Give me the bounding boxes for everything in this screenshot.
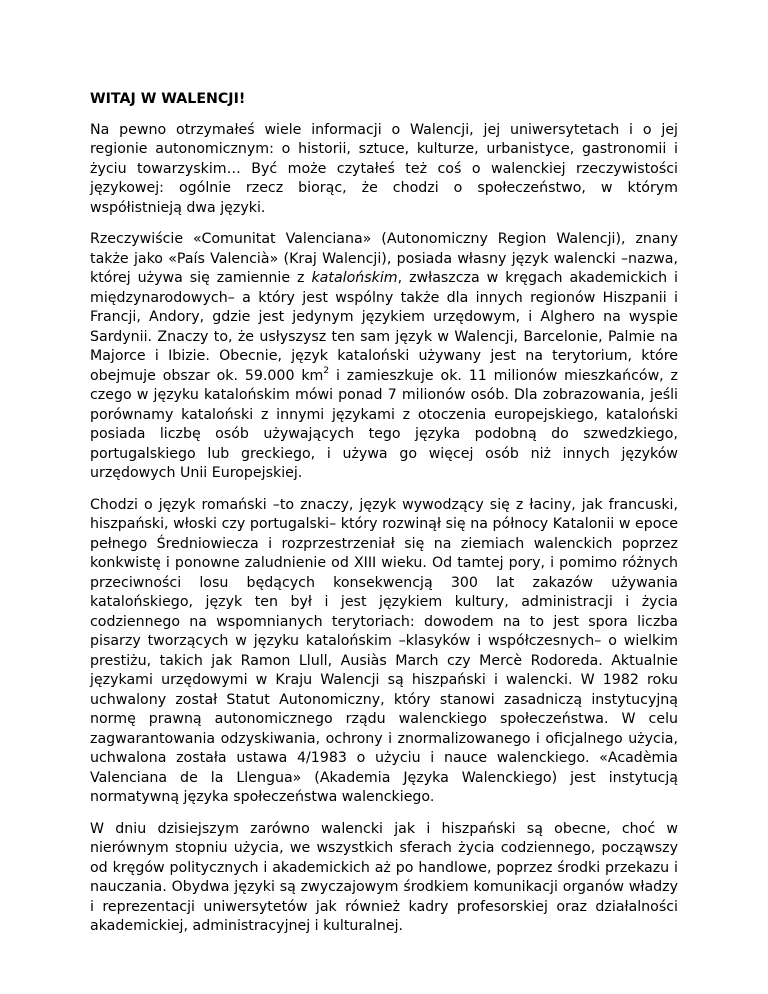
paragraph-current-use: W dniu dzisiejszym zarówno walencki jak i hiszpański są obecne, choć w nierównym stopniu użycia, we wszystkich sferach życia codziennego, począwszy od kręgów politycznych i akademickich aż po handlowe, poprzez środki przekazu i nauczania. Obydwa języki są zwyczajowym środkiem komunikacji organów władzy i reprezentacji uniwersytetów jak również kadry profesorskiej oraz działalności akademickiej, administracyjnej i kulturalnej. <box>90 820 678 934</box>
paragraph-text: i zamieszkuje ok. 11 milionów mieszkańców, z czego w języku katalońskim mówi ponad 7 milionów osób. Dla zobrazowania, jeśli porównamy kataloński z innymi językami z otoczenia europejskiego, kataloński posiada liczbę osób używających tego języka podobną do szwedzkiego, portugalskiego lub greckiego, i używa go więcej osób niż innych języków urzędowych Unii Europejskiej. <box>90 367 678 481</box>
document-body <box>90 90 678 949</box>
paragraph-language-region <box>90 230 678 484</box>
superscript: 2 <box>323 365 330 376</box>
paragraph-intro: Na pewno otrzymałeś wiele informacji o Walencji, jej uniwersytetach i o jej regionie autonomicznym: o historii, sztuce, kulturze, urbanistyce, gastronomii i życiu towarzyskim… Być może czytałeś też coś o walenckiej rzeczywistości językowej: ogólnie rzecz biorąc, że chodzi o społeczeństwo, w którym współistnieją dwa języki. <box>90 121 678 216</box>
paragraph-text: Rzeczywiście «Comunitat Valenciana» (Autonomiczny Region Walencji), znany także jako «País Valencià» (Kraj Walencji), posiada własny język walencki –nazwa, której używa się zamiennie z <box>90 231 678 286</box>
emphasized-term: katalońskim <box>311 270 398 286</box>
paragraph-text: , zwłaszcza w kręgach akademickich i międzynarodowych– a który jest wspólny także dla innych regionów Hiszpanii i Francji, Andory, gdzie jest jedynym językiem urzędowym, i Alghero na wyspie Sardynii. Znaczy to, że usłyszysz ten sam język w Walencji, Barcelonie, Palmie na Majorce i Ibizie. Obecnie, język kataloński używany jest na terytorium, które obejmuje obszar ok. 59.000 km <box>90 270 678 384</box>
paragraph-history: Chodzi o język romański –to znaczy, język wywodzący się z łaciny, jak francuski, hiszpański, włoski czy portugalski– który rozwinął się na północy Katalonii w epoce pełnego Średniowiecza i rozprzestrzeniał się na ziemiach walenckich poprzez konkwistę i ponowne zaludnienie od XIII wieku. Od tamtej pory, i pomimo różnych przeciwności losu będących konsekwencją 300 lat zakazów używania katalońskiego, język ten był i jest językiem kultury, administracji i życia codziennego na wspomnianych terytoriach: dowodem na to jest spora liczba pisarzy tworzących w języku katalońskim –klasyków i współczesnych– o wielkim prestiżu, takich jak Ramon Llull, Ausiàs March czy Mercè Rodoreda. Aktualnie językami urzędowymi w Kraju Walencji są hiszpański i walencki. W 1982 roku uchwalony został Statut Autonomiczny, który stanowi zasadniczą instytucyjną normę prawną autonomicznego rządu walenckiego społeczeństwa. W celu zagwarantowania odzyskiwania, ochrony i znormalizowanego i oficjalnego użycia, uchwalona została ustawa 4/1983 o użyciu i nauce walenckiego. «Acadèmia Valenciana de la Llengua» (Akademia Języka Walenckiego) jest instytucją normatywną języka społeczeństwa walenckiego. <box>90 496 678 805</box>
document-title: WITAJ W WALENCJI! <box>90 91 246 107</box>
